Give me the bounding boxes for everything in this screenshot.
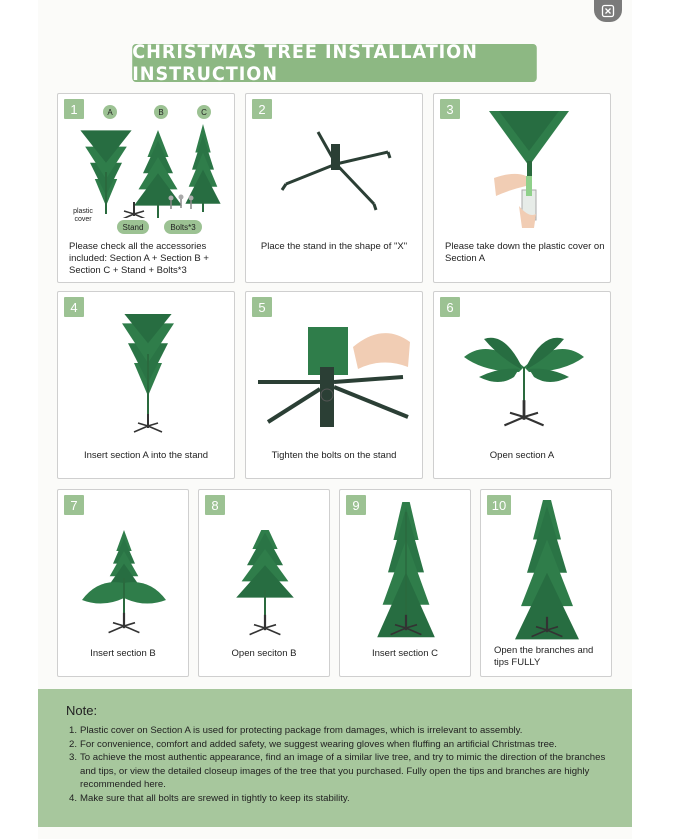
- page-title: CHRISTMAS TREE INSTALLATION INSTRUCTION: [132, 44, 537, 82]
- step-number: 7: [64, 495, 84, 515]
- step-card-4: [57, 291, 235, 479]
- stand-badge: Stand: [117, 220, 149, 234]
- step-caption: Tighten the bolts on the stand: [271, 450, 397, 461]
- full-tree-image: [501, 500, 593, 640]
- section-a-badge: A: [103, 105, 117, 119]
- step-caption: Insert section C: [372, 648, 438, 659]
- step-number: 2: [252, 99, 272, 119]
- step-caption: Insert section A into the stand: [83, 450, 209, 461]
- plastic-cover-label: plastic cover: [73, 208, 93, 223]
- tighten-bolts-image: [258, 327, 413, 437]
- step-card-10: [480, 489, 612, 677]
- section-b-badge: B: [154, 105, 168, 119]
- step-caption: Place the stand in the shape of "X": [260, 241, 408, 252]
- note-item: 3. To achieve the most authentic appearance, find an image of a similar live tree, and try to mimic the direction of the branches and tips, or view the detailed closeup images of the tree that you purchased. Fully open the tips and branches are highly recommended here.: [69, 752, 606, 790]
- step-card-2: [245, 93, 423, 283]
- section-a-in-stand-image: [108, 314, 188, 444]
- step-caption: Insert section B: [90, 648, 156, 659]
- step-number: 6: [440, 297, 460, 317]
- step-number: 9: [346, 495, 366, 515]
- close-icon: [601, 4, 615, 18]
- open-section-a-image: [459, 327, 589, 437]
- step-card-1: [57, 93, 235, 283]
- step-number: 4: [64, 297, 84, 317]
- step-number: 3: [440, 99, 460, 119]
- step-card-8: [198, 489, 330, 677]
- note-item: 1. Plastic cover on Section A is used for protecting package from damages, which is irrelevant to assembly.: [69, 725, 523, 736]
- bolts-image: [166, 194, 196, 212]
- note-title: Note:: [66, 703, 98, 718]
- stand-image: [116, 202, 152, 218]
- step-card-7: [57, 489, 189, 677]
- note-section: [38, 689, 632, 827]
- step-number: 8: [205, 495, 225, 515]
- step-card-9: [339, 489, 471, 677]
- note-item: 4. Make sure that all bolts are srewed in tightly to keep its stability.: [69, 792, 350, 804]
- step-caption: Open section A: [489, 450, 555, 461]
- plastic-cover-image: [484, 106, 574, 231]
- section-c-badge: C: [197, 105, 211, 119]
- step-number: 10: [487, 495, 511, 515]
- step-caption: Please take down the plastic cover on Section A: [445, 241, 605, 264]
- step-caption: Please check all the accessories included: Section A + Section B + Section C + Stand + Bolts*3: [69, 241, 209, 276]
- close-button[interactable]: [594, 0, 622, 22]
- step-number: 5: [252, 297, 272, 317]
- insert-section-b-image: [78, 528, 170, 638]
- bolts-badge: Bolts*3: [164, 220, 202, 234]
- step-caption: Open the branches and tips FULLY: [494, 645, 594, 668]
- step-card-5: [245, 291, 423, 479]
- x-stand-image: [276, 124, 396, 214]
- step-caption: Open seciton B: [231, 648, 297, 659]
- step-card-6: [433, 291, 611, 479]
- note-item: 2. For convenience, comfort and added safety, we suggest wearing gloves when fluffing an artificial Christmas tree.: [69, 738, 557, 750]
- note-list: [69, 724, 615, 805]
- open-section-b-image: [219, 530, 311, 640]
- insert-section-c-image: [360, 502, 452, 640]
- step-number: 1: [64, 99, 84, 119]
- step-card-3: [433, 93, 611, 283]
